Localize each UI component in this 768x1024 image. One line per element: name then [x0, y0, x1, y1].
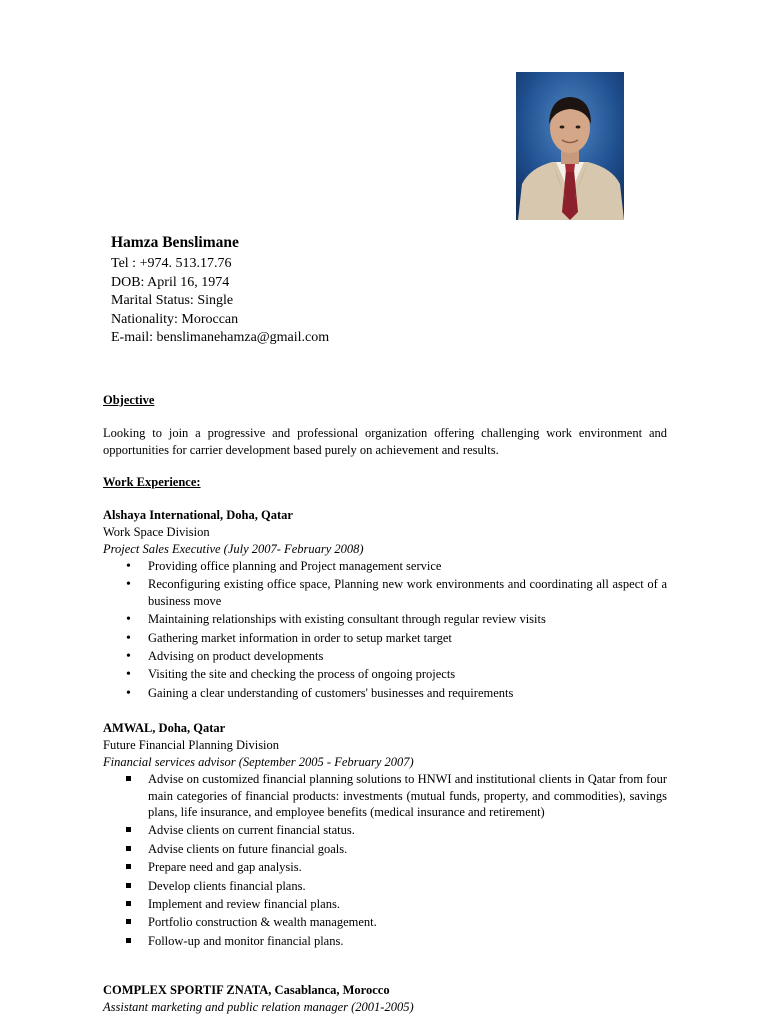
square-bullet-icon [126, 841, 131, 858]
job-responsibilities [103, 771, 667, 949]
list-item: Develop clients financial plans. [103, 878, 667, 895]
job-entry [103, 982, 667, 1016]
square-bullet-icon [126, 933, 131, 950]
list-item: Advise on customized financial planning solutions to HNWI and institutional clients in Qatar from four main categories of financial products: investments (mutual funds, property, and commodities), savings plans, life insurance, and employee benefits (medical insurance and retirement) [103, 771, 667, 821]
work-experience-heading: Work Experience: [103, 475, 201, 489]
square-bullet-icon [126, 878, 131, 895]
job-company: Alshaya International, Doha, Qatar [103, 508, 293, 522]
bullet-icon [126, 685, 131, 703]
list-item: • Reconfiguring existing office space, Planning new work environments and coordinating all aspect of a business move [103, 576, 667, 609]
candidate-name: Hamza Benslimane [111, 234, 239, 251]
job-role: Financial services advisor (September 2005 - February 2007) [103, 755, 414, 769]
job-division: Future Financial Planning Division [103, 738, 280, 752]
contact-details [111, 255, 329, 348]
square-bullet-icon [126, 896, 131, 913]
list-item: • Maintaining relationships with existing consultant through regular review visits [103, 611, 667, 628]
job-company: AMWAL, Doha, Qatar [103, 721, 226, 735]
bullet-icon [126, 558, 131, 576]
square-bullet-icon [126, 771, 131, 788]
job-entry [103, 720, 667, 951]
job-company: COMPLEX SPORTIF ZNATA, Casablanca, Morocco [103, 983, 390, 997]
bullet-icon [126, 648, 131, 666]
square-bullet-icon [126, 859, 131, 876]
list-item: • Advising on product developments [103, 648, 667, 665]
list-item: • Providing office planning and Project management service [103, 558, 667, 575]
objective-text: Looking to join a progressive and professional organization offering challenging work environment and opportunities for carrier development based purely on achievement and results. [103, 426, 667, 457]
job-role: Project Sales Executive (July 2007- February 2008) [103, 542, 364, 556]
job-role: Assistant marketing and public relation manager (2001-2005) [103, 1000, 414, 1014]
list-item: • Gathering market information in order to setup market target [103, 630, 667, 647]
list-item: Portfolio construction & wealth management. [103, 914, 667, 931]
list-item: Implement and review financial plans. [103, 896, 667, 913]
square-bullet-icon [126, 822, 131, 839]
job-responsibilities [103, 558, 667, 701]
email-line: E-mail: benslimanehamza@gmail.com [111, 330, 330, 346]
phone-line: Tel : +974. 513.17.76 [111, 256, 232, 271]
bullet-icon [126, 576, 131, 594]
list-item: Prepare need and gap analysis. [103, 859, 667, 876]
square-bullet-icon [126, 914, 131, 931]
marital-status-line: Marital Status: Single [111, 293, 234, 309]
dob-line: DOB: April 16, 1974 [111, 274, 230, 290]
profile-photo [516, 72, 624, 220]
bullet-icon [126, 666, 131, 684]
list-item: Advise clients on current financial status. [103, 822, 667, 839]
job-division: Work Space Division [103, 525, 210, 539]
bullet-icon [126, 630, 131, 648]
list-item: Advise clients on future financial goals. [103, 841, 667, 858]
nationality-line: Nationality: Moroccan [111, 311, 239, 327]
bullet-icon [126, 611, 131, 629]
list-item: Follow-up and monitor financial plans. [103, 933, 667, 950]
job-entry [103, 507, 667, 703]
list-item: • Visiting the site and checking the process of ongoing projects [103, 666, 667, 683]
objective-heading: Objective [103, 393, 155, 407]
list-item: • Gaining a clear understanding of customers' businesses and requirements [103, 685, 667, 702]
